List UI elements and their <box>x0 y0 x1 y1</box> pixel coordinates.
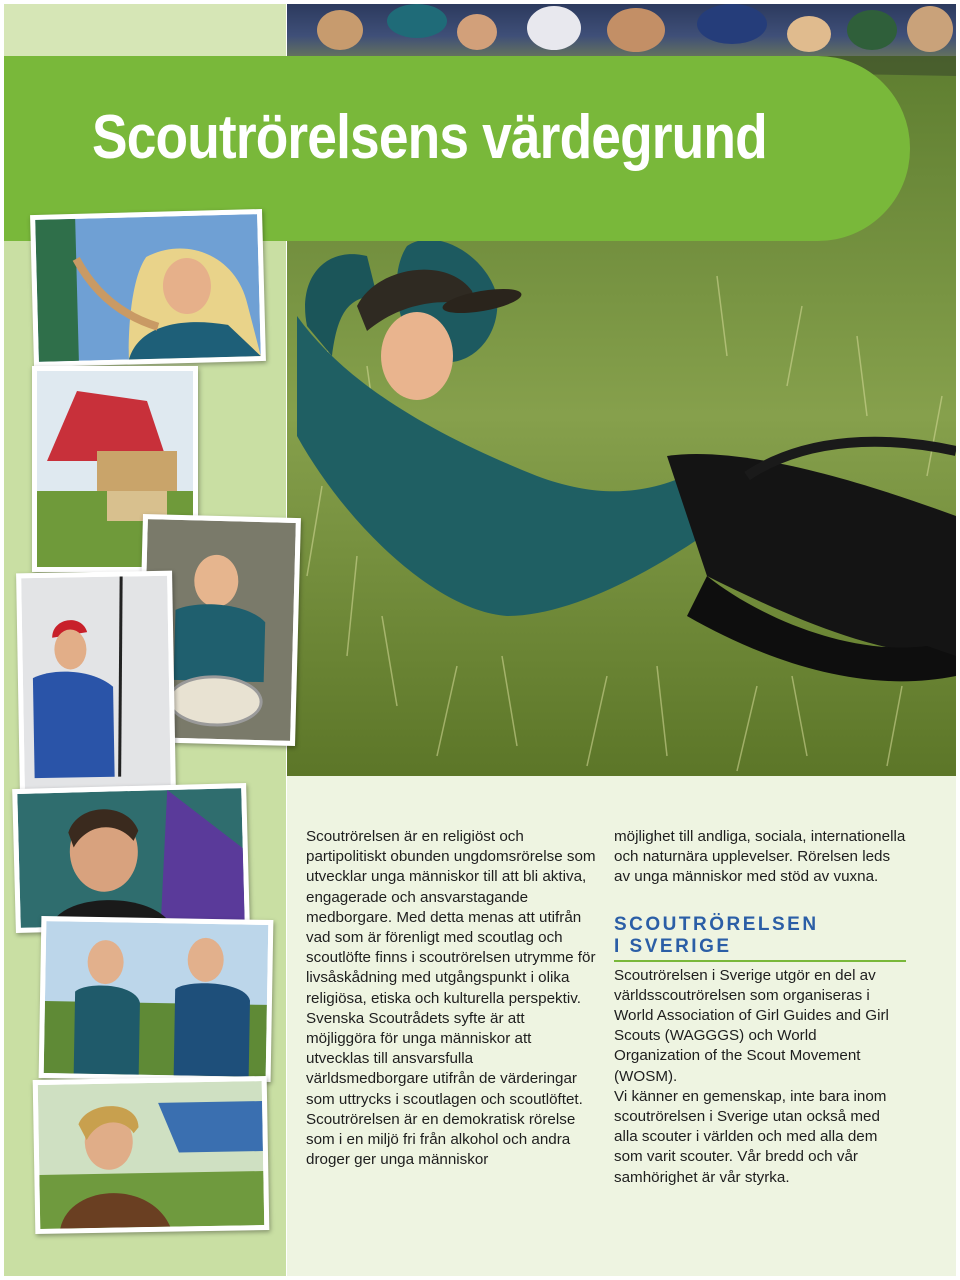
left-column-top-band <box>4 4 286 56</box>
paragraph: Scoutrörelsen är en demokratisk rörelse som i en miljö fri från alkohol och andra droger ger unga människor <box>306 1110 576 1169</box>
section-heading <box>614 914 906 962</box>
photo-scout-at-camp <box>33 1076 270 1234</box>
paragraph: Svenska Scoutrådets syfte är att möjliggöra för unga människor att utvecklas till ansvarsfulla världsmedborgare utifrån de värderingar som uttrycks i scoutlagen och scoutlöftet. <box>306 1009 583 1108</box>
text-column-1 <box>306 827 596 1170</box>
photo-scout-with-rope <box>30 209 266 367</box>
photo-two-scouts-greeting <box>39 916 274 1082</box>
photo-image <box>44 921 269 1077</box>
section-heading-line-1: SCOUTRÖRELSEN <box>614 913 819 935</box>
paragraph: möjlighet till andliga, sociala, internationella och naturnära upplevelser. Rörelsen leds av unga människor med stöd av vuxna. <box>614 828 906 886</box>
text-column-2 <box>614 827 906 1188</box>
photo-climber-with-helmet <box>16 571 176 796</box>
paragraph: Vi känner en gemenskap, inte bara inom scoutrörelsen i Sverige utan också med alla scouter i världen och med alla dem som varit scouter. Vår bredd och vår samhörighet är vår styrka. <box>614 1087 887 1186</box>
paragraph: Scoutrörelsen är en religiöst och partipolitiskt obunden ungdomsrörelse som utvecklar unga människor till att bli aktiva, engagerade och ansvarstagande medborgare. Med detta menas att utifrån vad som är förenligt med scoutlag och scoutlöfte finns i scoutrörelsen utrymme för livsåskådning med utgångspunkt i olika religiösa, etiska och kulturella perspektiv. <box>306 828 596 1007</box>
page-title: Scoutrörelsens värdegrund <box>92 103 767 172</box>
photo-laughing-scout <box>12 783 250 933</box>
paragraph: Scoutrörelsen i Sverige utgör en del av världsscoutrörelsen som organiseras i World Association of Girl Guides and Girl Scouts (WAGGGS) och World Organization of the Scout Movement (WOSM). <box>614 966 889 1085</box>
section-heading-line-2: I SVERIGE <box>614 935 732 957</box>
crowd-photo <box>287 4 956 62</box>
photo-image <box>35 214 261 362</box>
photo-image <box>38 1081 264 1229</box>
photo-image <box>21 576 171 791</box>
photo-image <box>17 788 244 928</box>
